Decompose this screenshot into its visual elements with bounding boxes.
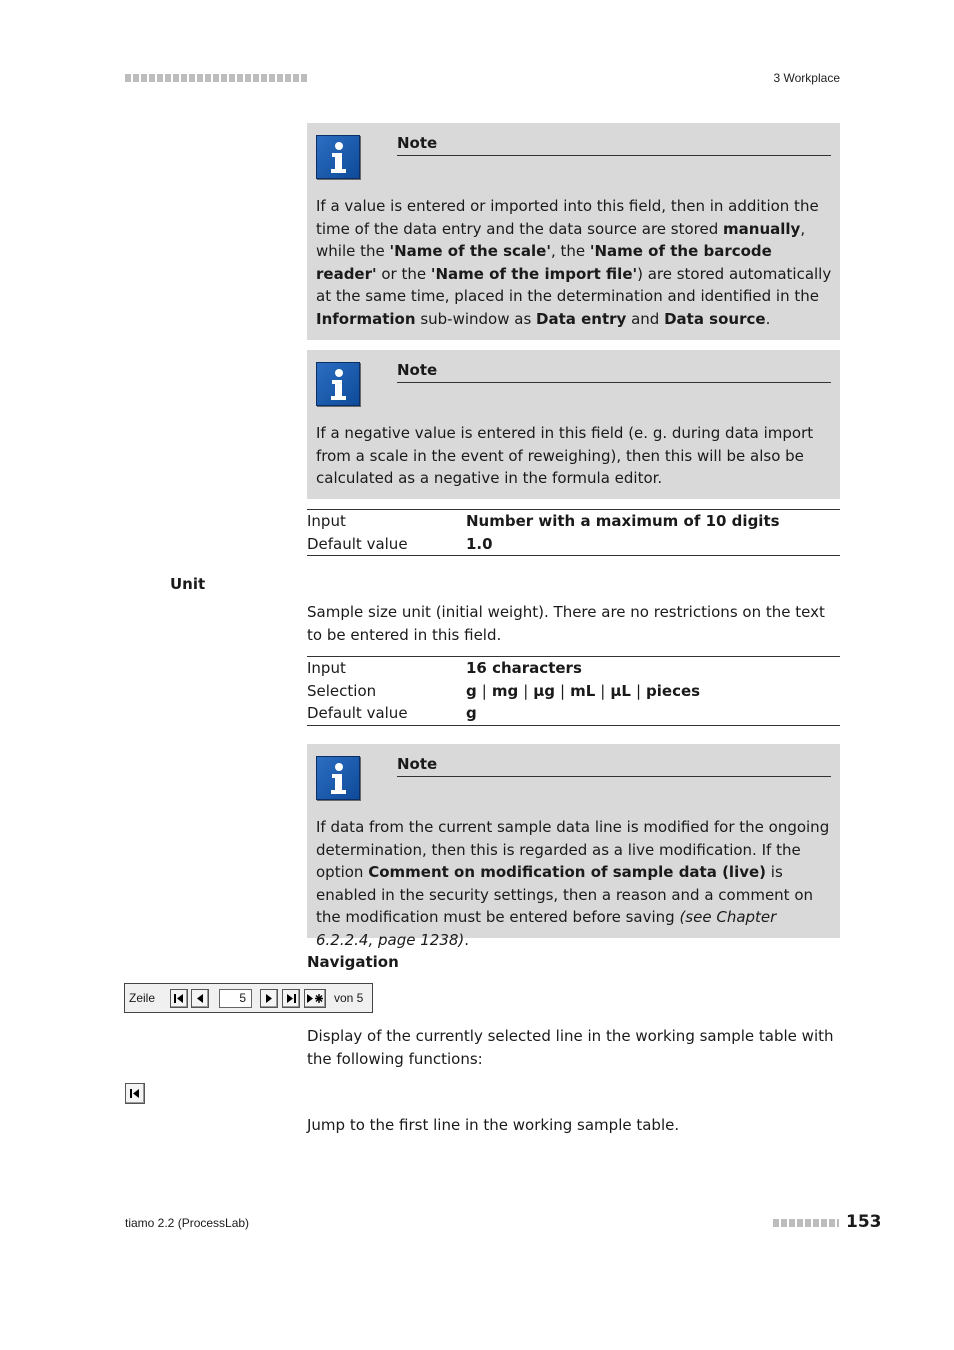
header-decoration bbox=[125, 74, 307, 82]
note-box-negative-value bbox=[307, 350, 840, 499]
default-value: 1.0 bbox=[466, 534, 493, 553]
footer-decoration bbox=[773, 1219, 839, 1227]
navigation-control bbox=[124, 983, 373, 1013]
default-label: Default value bbox=[307, 704, 408, 722]
total-lines-label: von 5 bbox=[334, 991, 364, 1005]
note-box-data-source bbox=[307, 123, 840, 340]
parameter-table-sample-size bbox=[307, 509, 840, 556]
info-icon bbox=[316, 135, 360, 179]
info-icon bbox=[316, 362, 360, 406]
note-box-live-modification bbox=[307, 744, 840, 949]
unit-description: Sample size unit (initial weight). There are no restrictions on the text to be entered in this field. bbox=[307, 603, 825, 644]
default-label: Default value bbox=[307, 534, 408, 553]
row-label: Zeile bbox=[129, 991, 156, 1005]
input-label: Input bbox=[307, 512, 346, 530]
table-row bbox=[307, 702, 840, 725]
new-line-button[interactable] bbox=[304, 989, 326, 1008]
last-line-button[interactable] bbox=[282, 989, 300, 1008]
note-title: Note bbox=[397, 133, 831, 156]
table-row bbox=[307, 533, 840, 556]
footer-product: tiamo 2.2 (ProcessLab) bbox=[125, 1216, 250, 1230]
table-row bbox=[307, 510, 840, 533]
info-icon bbox=[316, 756, 360, 800]
note-text: If a value is entered or imported into this field, then in addition the time of the data entry and the data source are stored manually, while the 'Name of the scale', the 'Name of the barcode reader' or the 'Name of the import file') are stored automatically at the same time, placed in the determination and identified in the Information sub-window as Data entry and Data source. bbox=[316, 197, 832, 328]
navigation-heading: Navigation bbox=[307, 953, 399, 971]
note-title: Note bbox=[397, 754, 831, 777]
input-value: 16 characters bbox=[466, 659, 582, 677]
next-line-button[interactable] bbox=[260, 989, 278, 1008]
first-line-description: Jump to the first line in the working sample table. bbox=[307, 1116, 680, 1134]
selection-options: g | mg | µg | mL | µL | pieces bbox=[466, 681, 701, 700]
chapter-header: 3 Workplace bbox=[773, 71, 840, 85]
selection-label: Selection bbox=[307, 681, 377, 700]
input-value: Number with a maximum of 10 digits bbox=[466, 512, 780, 530]
default-value: g bbox=[466, 704, 477, 722]
note-text: If a negative value is entered in this field (e. g. during data import from a scale in the event of reweighing), then this will be also be calculated as a negative in the formula editor. bbox=[316, 424, 814, 487]
table-row bbox=[307, 657, 840, 680]
table-row bbox=[307, 680, 840, 703]
current-line-input[interactable]: 5 bbox=[219, 989, 252, 1008]
note-text: If data from the current sample data line is modified for the ongoing determination, then this is regarded as a live modification. If the option Comment on modification of sample data (live) is enabled in the security settings, then a reason and a comment on the modification must be entered before saving (see Chapter 6.2.2.4, page 1238). bbox=[316, 818, 830, 949]
first-line-button[interactable] bbox=[170, 989, 188, 1008]
parameter-table-unit bbox=[307, 656, 840, 726]
unit-heading: Unit bbox=[170, 575, 206, 593]
navigation-description: Display of the currently selected line in the working sample table with the following functions: bbox=[307, 1027, 834, 1068]
previous-line-button[interactable] bbox=[191, 989, 209, 1008]
page-number: 153 bbox=[846, 1212, 882, 1232]
first-line-icon bbox=[125, 1083, 145, 1104]
note-title: Note bbox=[397, 360, 831, 383]
input-label: Input bbox=[307, 659, 346, 677]
